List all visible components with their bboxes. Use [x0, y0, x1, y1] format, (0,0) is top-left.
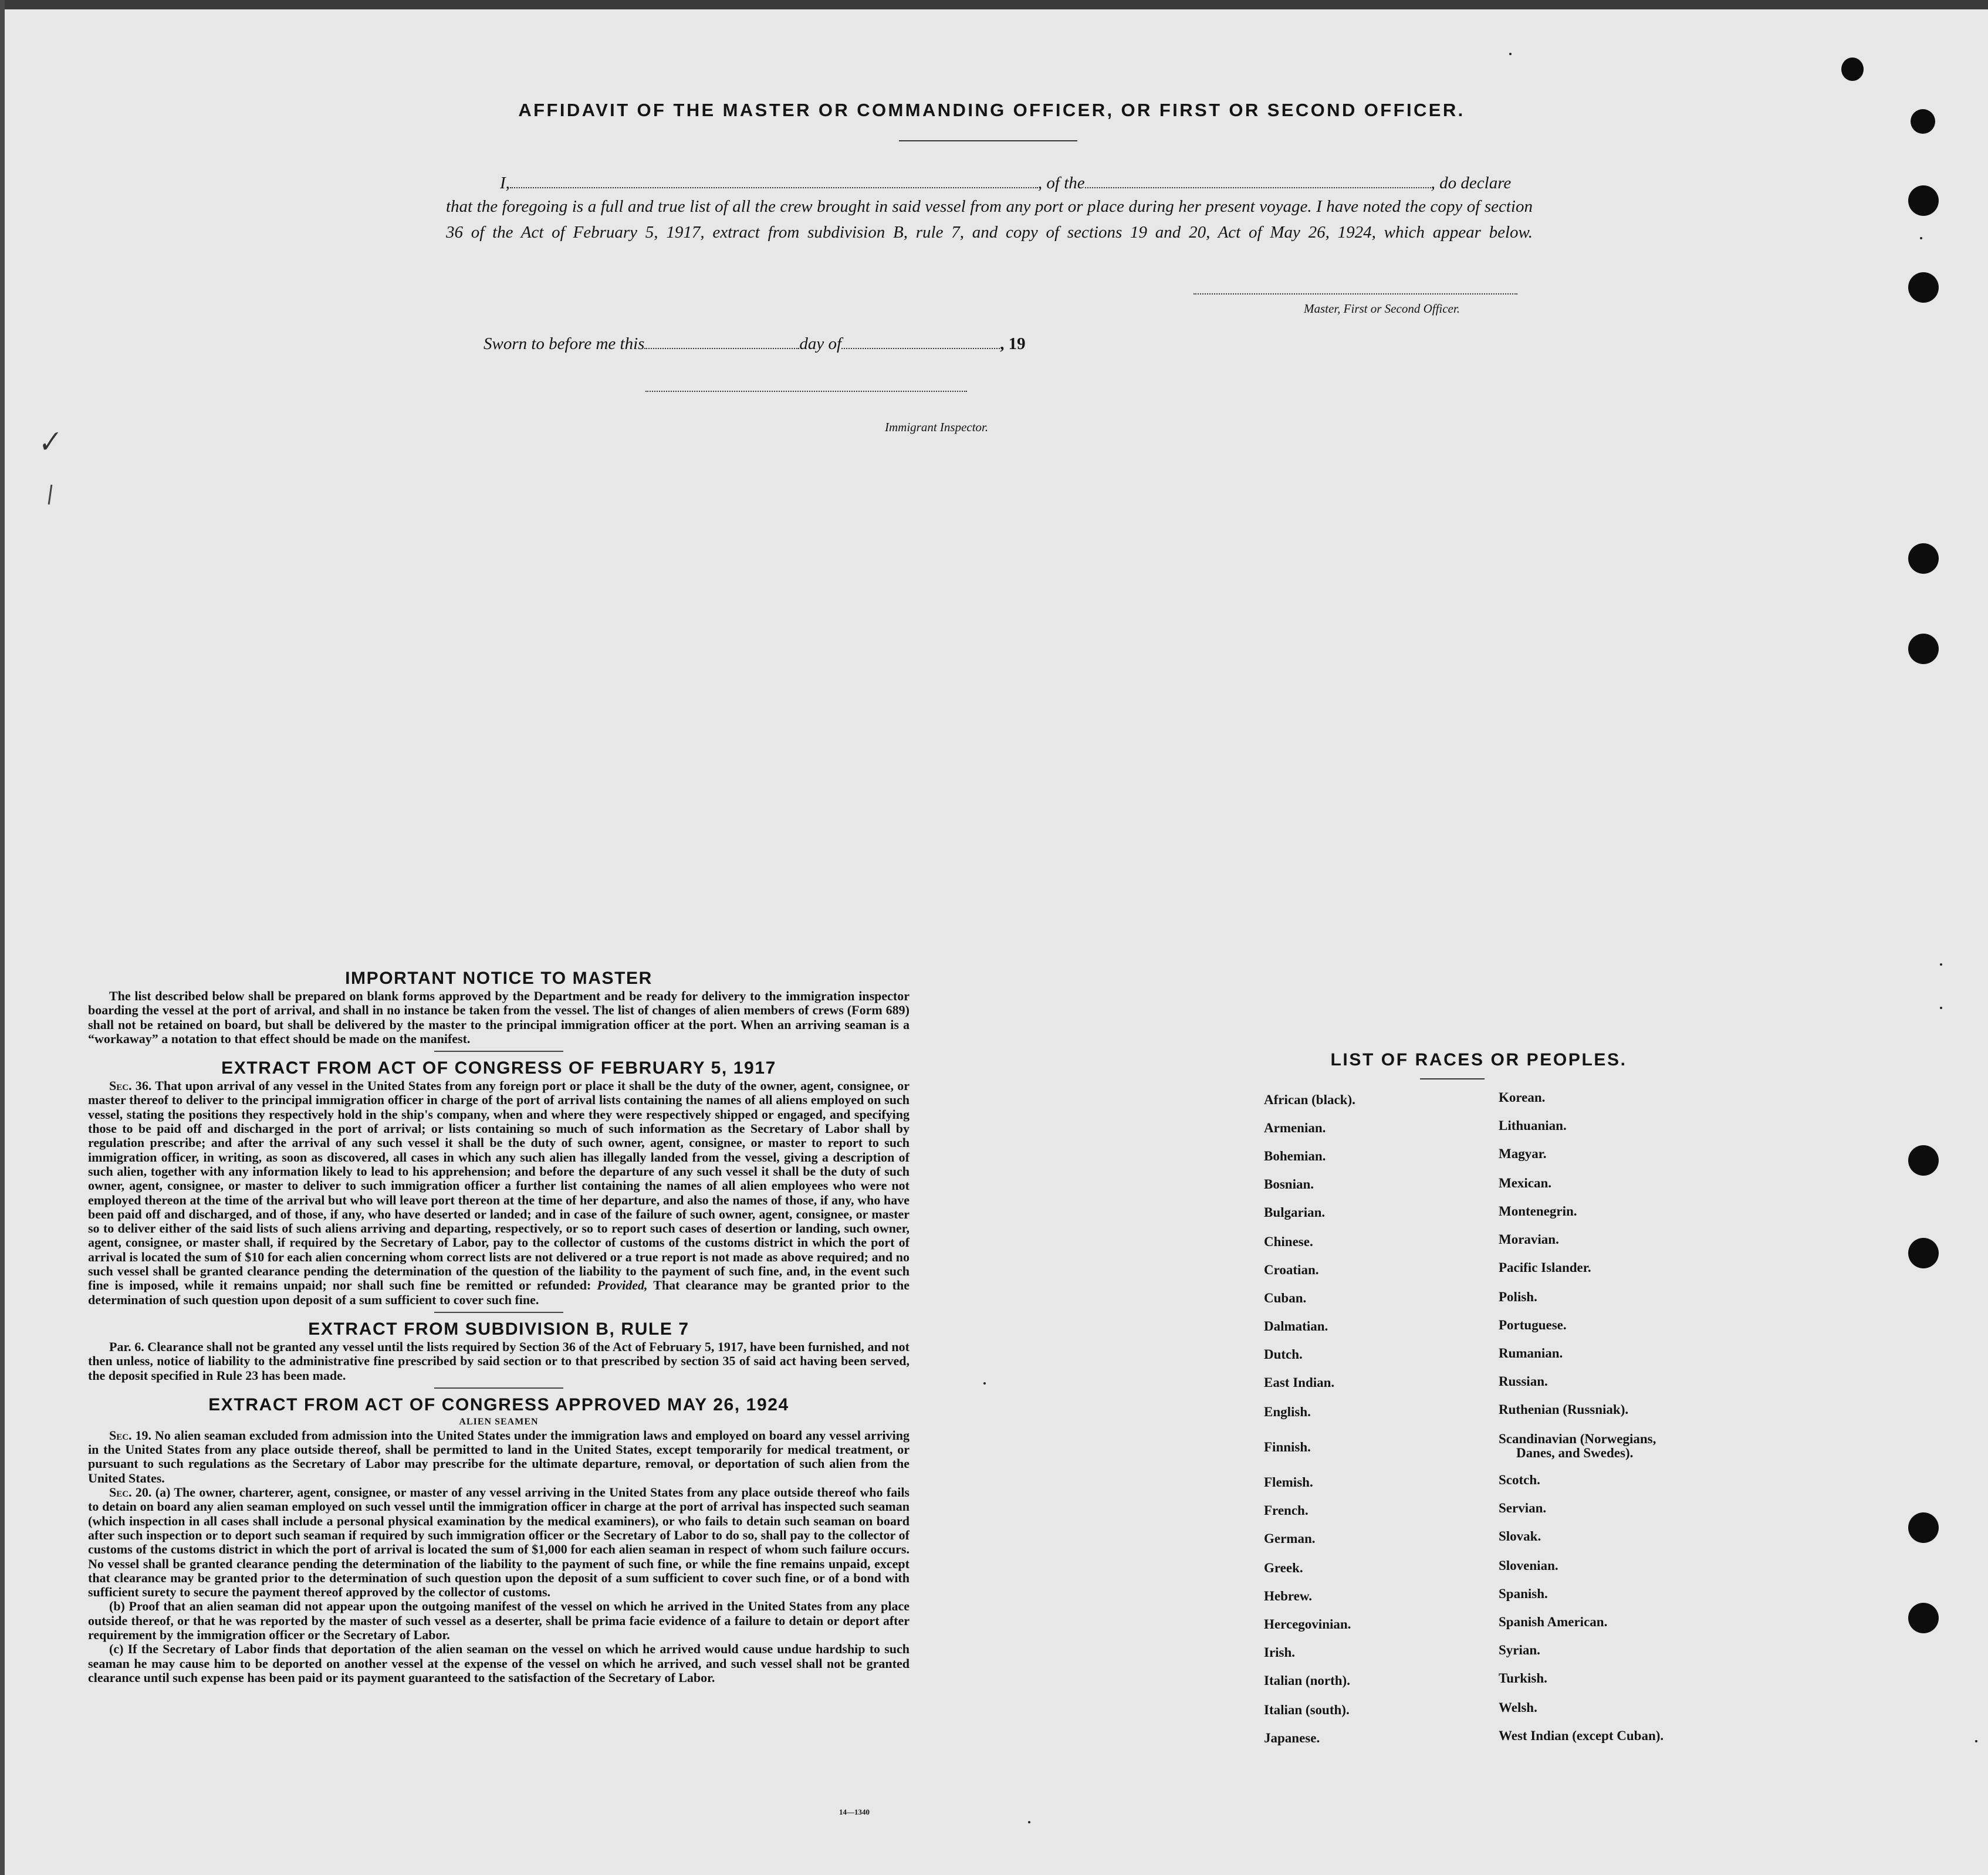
dust-speck [1509, 53, 1512, 55]
race-item: Greek. [1264, 1561, 1303, 1575]
race-item: Danes, and Swedes). [1516, 1446, 1634, 1460]
race-item: Turkish. [1499, 1671, 1547, 1686]
inspector-signature-line[interactable] [645, 391, 967, 392]
section-divider [434, 1051, 563, 1052]
race-item: Syrian. [1499, 1643, 1540, 1657]
race-item: Moravian. [1499, 1232, 1559, 1247]
race-item: Welsh. [1499, 1700, 1537, 1715]
declaration-body-text: that the foregoing is a full and true list of all the crew brought in said vessel from any port or place during her present voyage. I have noted the copy of section 36 of the Act of February 5, 1917, extract from subdivision B, rule 7, and copy of sections 19 and 20, Act of May 26, 1924, which appear below. [446, 197, 1533, 242]
race-item: Portuguese. [1499, 1318, 1567, 1332]
race-item: African (black). [1264, 1092, 1355, 1107]
race-item: Polish. [1499, 1290, 1537, 1304]
sec-36-label: Sec. 36. [109, 1078, 152, 1094]
sworn-line [484, 331, 1026, 357]
extract-rule7-text: Par. 6. Clearance shall not be granted any vessel until the lists required by Section 36 of the Act of February 5, 1917, have been furnished, and not then unless, notice of liability to the administrative fine prescribed by said section or to that prescribed by section 35 of said act having been served, the deposit specified in Rule 23 has been made. [88, 1339, 910, 1383]
punch-hole [1908, 543, 1939, 574]
race-item: Armenian. [1264, 1121, 1326, 1135]
affidavit-title: AFFIDAVIT OF THE MASTER OR COMMANDING OFFICER, OR FIRST OR SECOND OFFICER. [518, 100, 1465, 120]
punch-hole [1908, 185, 1939, 216]
inspector-signature-caption: Immigrant Inspector. [885, 420, 989, 434]
title-rule [899, 140, 1077, 141]
decl-do-declare-text: , do declare [1431, 174, 1512, 192]
sec-20a-text [88, 1485, 910, 1599]
notice-column [88, 968, 910, 1685]
race-item: Pacific Islander. [1499, 1260, 1591, 1275]
punch-hole [1908, 272, 1939, 303]
section-divider [434, 1387, 563, 1389]
sec-19-text [88, 1429, 910, 1485]
sec-19-body: No alien seaman excluded from admission into the United States under the immigration laws and employed on board any vessel arriving in the United States from any place outside thereof, shall be permitted to land in the United States, except temporarily for medical treatment, or pursuant to such regulations as the Secretary of Labor may prescribe for the ultimate departure, removal, or deportation of such alien from the United States. [88, 1427, 910, 1485]
race-item: Scandinavian (Norwegians, [1499, 1431, 1656, 1446]
scan-border-left [0, 0, 5, 1875]
race-item: Cuban. [1264, 1291, 1307, 1305]
race-item: English. [1264, 1404, 1311, 1419]
race-item: Dutch. [1264, 1347, 1303, 1362]
race-item: Dalmatian. [1264, 1319, 1328, 1334]
punch-hole [1841, 57, 1864, 81]
race-item: Hebrew. [1264, 1589, 1312, 1603]
vessel-blank[interactable] [1085, 171, 1431, 188]
punch-hole [1908, 1512, 1939, 1543]
punch-hole [1908, 1145, 1939, 1176]
punch-hole [1908, 1238, 1939, 1268]
notice-heading: IMPORTANT NOTICE TO MASTER [345, 969, 652, 988]
sworn-month-blank[interactable] [841, 331, 1000, 349]
scan-border-top [0, 0, 1988, 9]
sec-19-label: Sec. 19. [109, 1427, 152, 1443]
race-item: Slovenian. [1499, 1558, 1558, 1573]
dust-speck [1940, 963, 1942, 966]
race-item: Japanese. [1264, 1731, 1320, 1745]
race-item: Finnish. [1264, 1440, 1311, 1454]
extract-1924-heading: EXTRACT FROM ACT OF CONGRESS APPROVED MAY 26, 1924 [208, 1395, 789, 1414]
punch-hole [1908, 634, 1939, 664]
race-item: Italian (south). [1264, 1703, 1350, 1717]
sec-20b-text: (b) Proof that an alien seaman did not appear upon the outgoing manifest of the vessel on which he arrived in the United States from any place outside thereof, or that he was reported by the master of such vessel as a deserter, shall be prima facie evidence of a failure to detain or deport after requirement by the immigration officer or the Secretary of Labor. [88, 1599, 910, 1642]
race-item: Slovak. [1499, 1529, 1541, 1544]
race-item: Spanish. [1499, 1586, 1548, 1601]
decl-i-text: I, [500, 174, 510, 192]
master-signature-line[interactable] [1194, 293, 1517, 295]
extract-1917-text [88, 1079, 910, 1307]
name-blank[interactable] [510, 171, 1038, 188]
sworn-day-of: day of [799, 334, 842, 353]
race-item: Hercegovinian. [1264, 1617, 1351, 1632]
notice-text: The list described below shall be prepared on blank forms approved by the Department and be ready for delivery to the immigration inspector boarding the vessel at the port of arrival, and shall in no instance be taken from the vessel. The list of changes of alien members of crews (Form 689) shall not be retained on board, but shall be delivered by the master to the principal immigration officer at the port. When an arriving seaman is a “workaway” a notation to that effect should be made on the manifest. [88, 989, 910, 1046]
race-item: Bulgarian. [1264, 1205, 1326, 1220]
master-signature-caption: Master, First or Second Officer. [1304, 302, 1460, 316]
dust-speck [1920, 237, 1922, 239]
race-item: Irish. [1264, 1645, 1296, 1660]
sworn-day-blank[interactable] [644, 331, 799, 349]
sec-36-text: That upon arrival of any vessel in the United States from any foreign port or place it shall be the duty of the owner, agent, consignee, or master thereof to deliver to the principal immigration officer in charge of the port of arrival lists containing the names of all aliens employed on such vessel, stating the positions they respectively hold in the ship's company, when and where they were respectively shipped or engaged, and specifying those to be paid off and discharged in the port of arrival; or lists containing so much of such information as the Secretary of Labor shall by regulation prescribe; and after the arrival of any such vessel it shall be the duty of such owner, agent, consignee, or master to report to such immigration officer, in writing, as soon as discovered, all cases in which any such alien has illegally landed from the vessel, giving a description of such alien, together with any information likely to lead to his apprehension; and before the departure of any such vessel it shall be the duty of such owner, agent, consignee, or master to deliver to such immigration officer a further list containing the names of all alien employees who were not employed thereon at the time of the arrival but who will leave port thereon at the time of her departure, and also the names of those, if any, who have been paid off and discharged, and of those, if any, who have deserted or landed; and in case of the failure of such owner, agent, consignee, or master so to deliver either of the said lists of such aliens arriving and departing, respectively, or so to report such cases of desertion or landing, such owner, agent, consignee, or master shall, if required by the Secretary of Labor, pay to the collector of customs of the customs district in which the port of arrival is located the sum of $10 for each alien concerning whom correct lists are not delivered or a true report is not made as above required; and no such vessel shall be granted clearance pending the determination of the question of the liability to the payment of such fine, and, in the event such fine is imposed, while it remains unpaid; nor shall such fine be remitted or refunded: [88, 1078, 910, 1293]
race-item: Mexican. [1499, 1176, 1552, 1190]
sworn-year: , 19 [1000, 334, 1026, 353]
race-item: Montenegrin. [1499, 1204, 1577, 1219]
race-item: Korean. [1499, 1090, 1546, 1105]
pencil-check-mark: ✓ [33, 425, 63, 461]
race-item: Bosnian. [1264, 1177, 1314, 1192]
race-item: German. [1264, 1531, 1316, 1546]
sworn-prefix: Sworn to before me this [484, 334, 645, 353]
pencil-stroke [48, 485, 53, 505]
race-item: Ruthenian (Russniak). [1499, 1402, 1629, 1417]
declaration-first-line [446, 170, 1533, 196]
sec-20c-text: (c) If the Secretary of Labor finds that deportation of the alien seaman on the vessel on which he arrived would cause undue hardship to such seaman he may cause him to be deported on another vessel at the expense of the vessel on which he arrived, and such vessel shall not be granted clearance until such expense has been paid or its payment guaranteed to the satisfaction of the Secretary of Labor. [88, 1642, 910, 1685]
proviso-text: That clearance may be granted prior to the determination of such question upon deposit of a sum sufficient to cover such fine. [88, 1278, 910, 1307]
punch-hole [1908, 1603, 1939, 1633]
race-item: Lithuanian. [1499, 1118, 1567, 1133]
race-item: Chinese. [1264, 1234, 1313, 1249]
race-item: Scotch. [1499, 1473, 1540, 1487]
race-item: Russian. [1499, 1374, 1548, 1389]
decl-of-the-text: , of the [1037, 174, 1085, 192]
race-item: West Indian (except Cuban). [1499, 1728, 1664, 1743]
extract-rule7-heading: EXTRACT FROM SUBDIVISION B, RULE 7 [308, 1319, 689, 1339]
races-title-rule [1420, 1078, 1485, 1079]
form-number: 14—1340 [839, 1808, 870, 1816]
race-item: Croatian. [1264, 1263, 1319, 1277]
punch-hole [1911, 109, 1935, 134]
dust-speck [1028, 1821, 1030, 1823]
dust-speck [1940, 1007, 1942, 1009]
race-item: Servian. [1499, 1501, 1547, 1515]
dust-speck [983, 1382, 986, 1385]
sec-20a-body: (a) The owner, charterer, agent, consignee, or master of any vessel arriving in the United States from any place outside thereof who fails to detain on board any alien seaman employed on such vessel until the immigration officer in charge at the port of arrival has inspected such seaman (which inspection in all cases shall include a personal physical examination by the medical examiners), or who fails to detain such seaman on board after such inspection or to deport such seaman if required by such immigration officer or the Secretary of Labor to do so, shall pay to the collector of customs of the customs district in which the port of arrival is located the sum of $1,000 for each alien seaman in respect of whom such failure occurs. No vessel shall be granted clearance pending the determination of the liability to the payment of such fine, or while the fine remains unpaid, except that clearance may be granted prior to the determination of such question upon the deposit of a sum sufficient to cover such fine, or of a bond with sufficient surety to secure the payment thereof approved by the collector of customs. [88, 1485, 910, 1600]
extract-1917-heading: EXTRACT FROM ACT OF CONGRESS OF FEBRUARY 5, 1917 [221, 1058, 776, 1078]
race-item: Magyar. [1499, 1146, 1547, 1161]
dust-speck [1975, 1740, 1977, 1742]
sec-20-label: Sec. 20. [109, 1485, 152, 1500]
proviso-word: Provided, [597, 1278, 648, 1293]
race-item: Flemish. [1264, 1475, 1313, 1490]
section-divider [434, 1312, 563, 1313]
races-list-title: LIST OF RACES OR PEOPLES. [1330, 1050, 1627, 1070]
race-item: French. [1264, 1503, 1309, 1518]
alien-seamen-subheading: ALIEN SEAMEN [459, 1416, 539, 1427]
race-item: Italian (north). [1264, 1673, 1350, 1688]
declaration-body [446, 194, 1533, 245]
race-item: Spanish American. [1499, 1615, 1608, 1629]
race-item: Rumanian. [1499, 1346, 1563, 1360]
race-item: East Indian. [1264, 1375, 1335, 1390]
race-item: Bohemian. [1264, 1149, 1326, 1163]
